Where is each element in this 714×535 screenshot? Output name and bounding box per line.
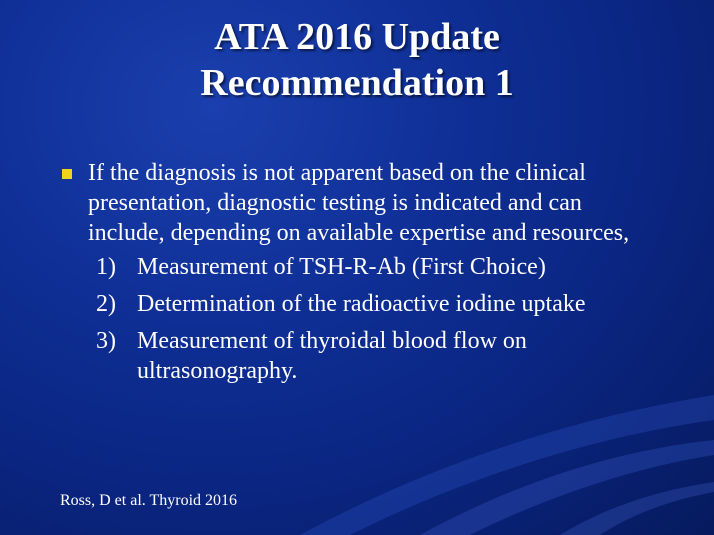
bullet-text: If the diagnosis is not apparent based on the clinical presentation, diagnostic testing is indicated and can include, depending on available expertise and resources,: [88, 160, 630, 246]
citation: Ross, D et al. Thyroid 2016: [60, 492, 238, 509]
list-item-text: Determination of the radioactive iodine uptake: [137, 291, 586, 317]
list-number: 2): [96, 291, 116, 317]
list-number: 1): [96, 254, 116, 280]
list-item: [62, 289, 662, 319]
title-line-2: Recommendation 1: [200, 62, 514, 104]
list-item: [62, 326, 662, 386]
list-item: [62, 252, 662, 282]
list-number: 3): [96, 328, 116, 354]
list-item-text: Measurement of TSH-R-Ab (First Choice): [137, 254, 546, 280]
numbered-list: [62, 252, 662, 386]
title-line-1: ATA 2016 Update: [214, 16, 500, 58]
slide-title: [0, 14, 714, 106]
list-item-text: Measurement of thyroidal blood flow on ultrasonography.: [137, 328, 527, 384]
slide-body: [62, 158, 662, 393]
square-bullet-icon: [62, 169, 72, 179]
bullet-item: [62, 158, 662, 248]
